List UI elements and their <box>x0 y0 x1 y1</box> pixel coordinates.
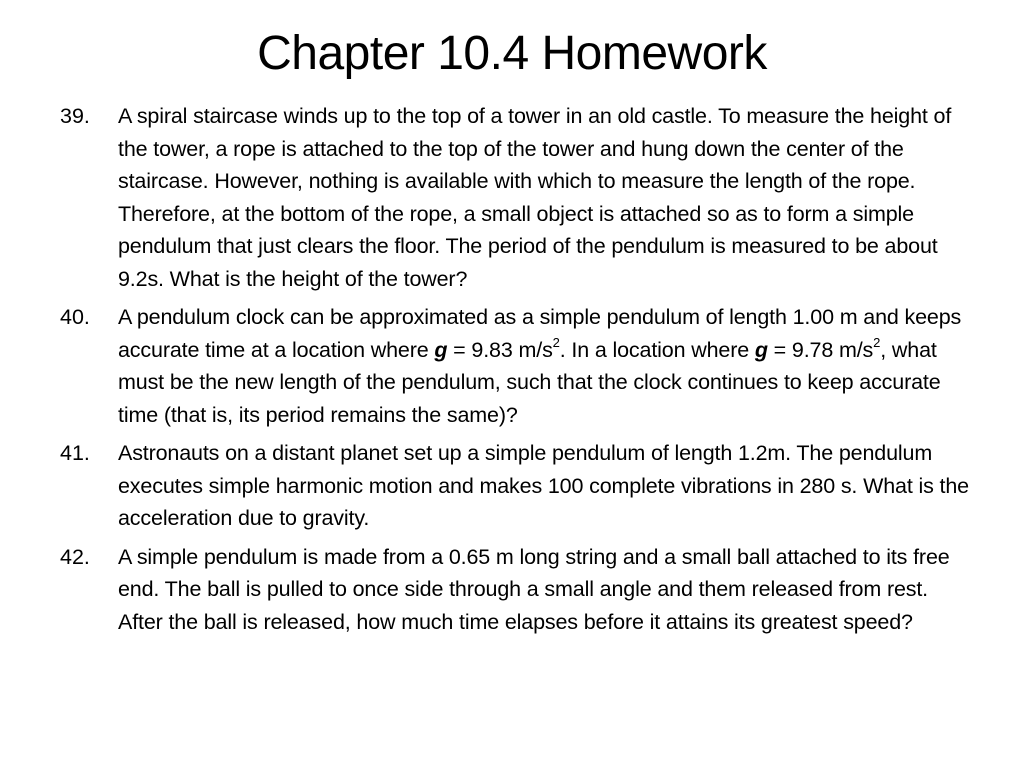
text-segment: = 9.78 m/s <box>767 337 874 362</box>
problem-text <box>118 301 970 431</box>
superscript: 2 <box>552 335 560 351</box>
text-segment: , what must be the new length of the pendulum, such that the clock continues to keep accurate time (that is, its period remains the same)? <box>118 337 941 427</box>
text-segment: A pendulum clock can be approximated as a simple pendulum of length 1.00 m and keeps accurate time at a location where <box>118 305 962 362</box>
problem-text: A spiral staircase winds up to the top of a tower in an old castle. To measure the height of the tower, a rope is attached to the top of the tower and hung down the center of the staircase. However, nothing is available with which to measure the length of the rope. Therefore, at the bottom of the rope, a small object is attached so as to form a simple pendulum that just clears the floor. The period of the pendulum is measured to be about 9.2s. What is the height of the tower? <box>118 104 952 291</box>
gravity-symbol: g <box>434 337 448 362</box>
problem-42 <box>60 541 970 639</box>
problem-number: 42. <box>60 544 90 569</box>
problem-number: 40. <box>60 305 90 329</box>
text-segment: = 9.83 m/s <box>447 337 553 362</box>
problem-text: A simple pendulum is made from a 0.65 m long string and a small ball attached to its free end. The ball is pulled to once side through a small angle and them released from rest. After the ball is released, how much time elapses before it attains its greatest speed? <box>118 544 950 634</box>
problem-41 <box>60 437 970 535</box>
problem-39 <box>60 100 970 295</box>
problem-text: Astronauts on a distant planet set up a simple pendulum of length 1.2m. The pendulum executes simple harmonic motion and makes 100 complete vibrations in 280 s. What is the acceleration due to gravity. <box>118 441 969 530</box>
superscript: 2 <box>873 335 881 351</box>
problem-list <box>60 100 970 644</box>
problem-number: 39. <box>60 104 90 128</box>
problem-40 <box>60 301 970 431</box>
text-segment: . In a location where <box>559 337 755 362</box>
problem-number: 41. <box>60 441 90 465</box>
slide-title: Chapter 10.4 Homework <box>257 27 767 80</box>
gravity-symbol: g <box>754 337 768 362</box>
